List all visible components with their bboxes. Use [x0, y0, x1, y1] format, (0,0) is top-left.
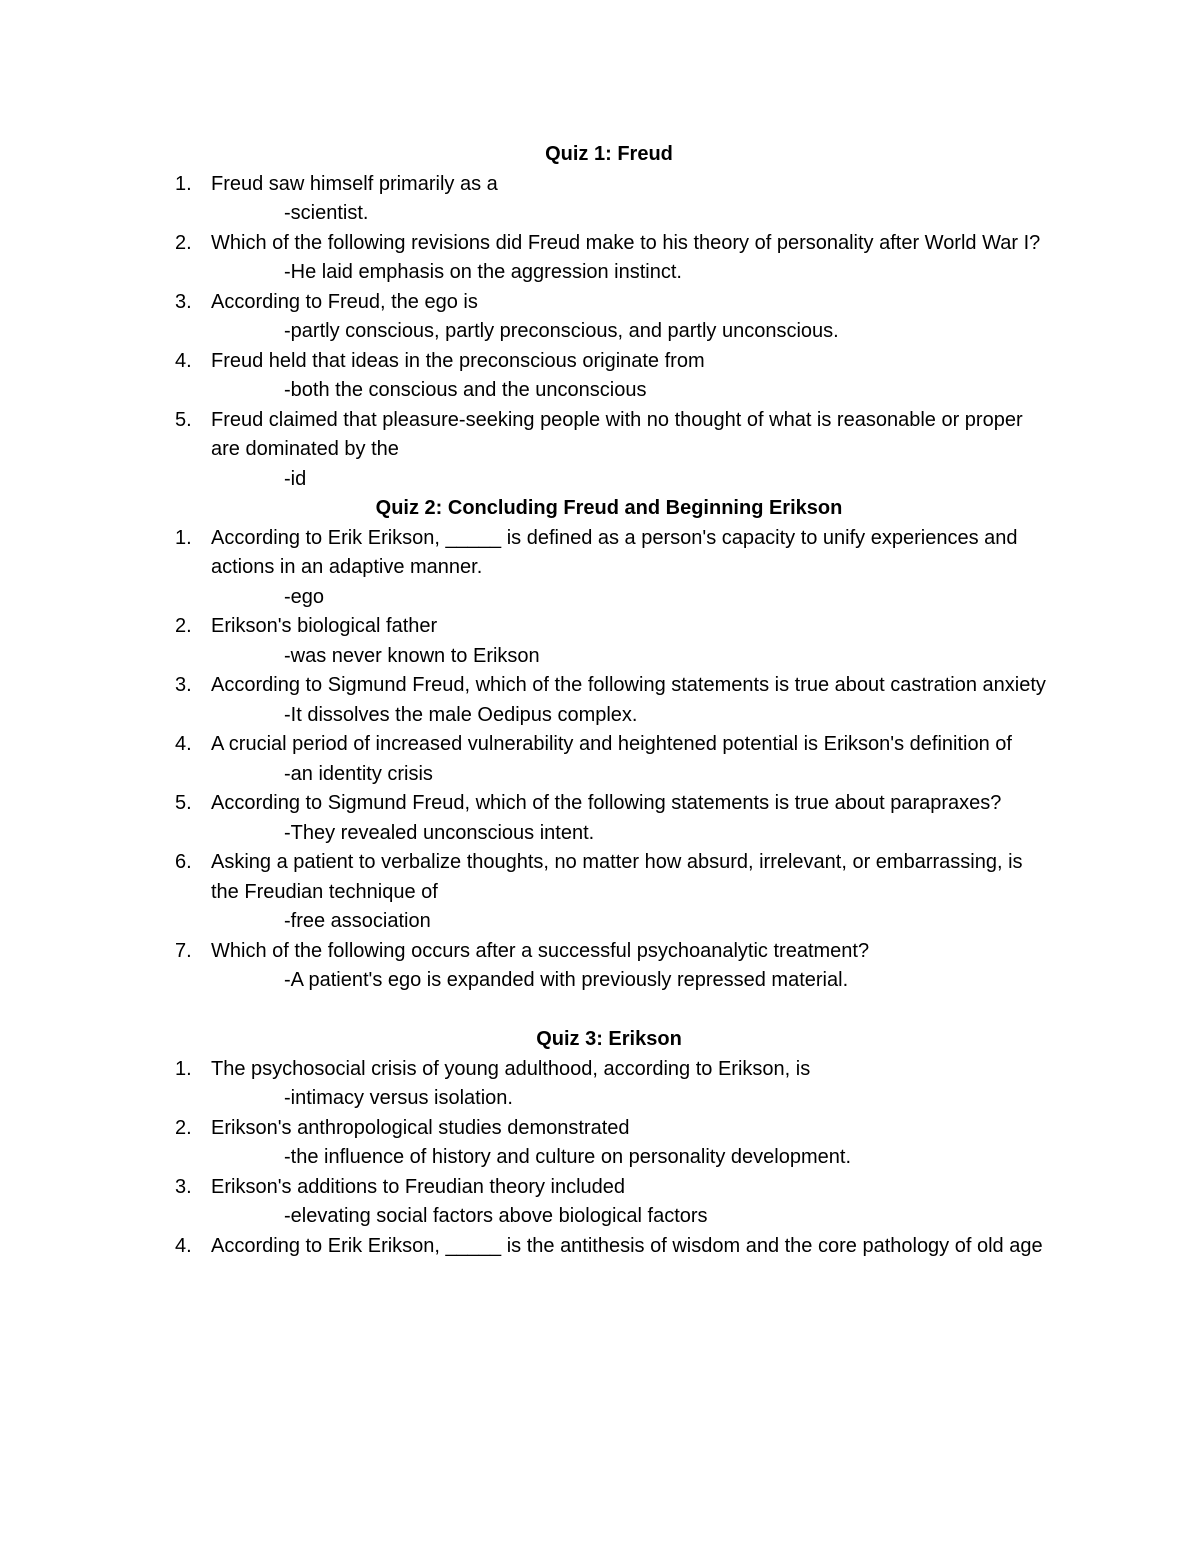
section-spacer [174, 996, 1054, 1026]
question-number: 1. [175, 172, 192, 195]
question-text: Erikson's biological father [211, 615, 438, 637]
question-number: 4. [175, 349, 192, 372]
answer-text: -intimacy versus isolation. [284, 1087, 513, 1109]
question-list [174, 170, 1054, 495]
question-text: According to Freud, the ego is [211, 290, 478, 313]
document-body [174, 140, 1054, 1261]
question-item [174, 1173, 1054, 1232]
answer-text: -A patient's ego is expanded with previously repressed material. [284, 969, 849, 991]
quiz-title: Quiz 3: Erikson [536, 1028, 682, 1050]
quiz-section [174, 1025, 1054, 1261]
answer-text: -He laid emphasis on the aggression instinct. [284, 261, 682, 283]
question-number: 2. [175, 1116, 192, 1139]
question-text: According to Sigmund Freud, which of the following statements is true about castration anxiety [211, 674, 1046, 696]
question-text: Erikson's anthropological studies demonstrated [211, 1116, 630, 1139]
question-item [174, 288, 1054, 347]
quiz-section [174, 140, 1054, 494]
answer-text: -both the conscious and the unconscious [284, 379, 647, 401]
question-number: 4. [175, 733, 192, 755]
question-text: According to Erik Erikson, _____ is the antithesis of wisdom and the core pathology of old age [211, 1234, 1043, 1257]
question-number: 4. [175, 1234, 192, 1257]
question-item [174, 1114, 1054, 1173]
question-number: 6. [175, 851, 192, 873]
answer-text: -They revealed unconscious intent. [284, 821, 595, 844]
question-number: 3. [175, 290, 192, 313]
question-item [174, 170, 1054, 229]
question-item [174, 524, 1054, 613]
answer-text: -It dissolves the male Oedipus complex. [284, 703, 638, 726]
answer-text: -elevating social factors above biological factors [284, 1205, 708, 1227]
question-item [174, 1232, 1054, 1262]
question-item [174, 406, 1054, 495]
quiz-title: Quiz 1: Freud [545, 143, 673, 165]
answer-text: -scientist. [284, 202, 369, 224]
answer-text: -was never known to Erikson [284, 644, 540, 667]
question-item [174, 347, 1054, 406]
question-item [174, 671, 1054, 730]
question-text: According to Sigmund Freud, which of the following statements is true about parapraxes? [211, 792, 1002, 814]
question-number: 1. [175, 526, 192, 549]
question-number: 3. [175, 1175, 192, 1198]
answer-text: -the influence of history and culture on personality development. [284, 1146, 852, 1168]
quiz-section [174, 494, 1054, 996]
question-list [174, 524, 1054, 996]
question-item [174, 848, 1054, 937]
question-number: 5. [175, 408, 192, 431]
question-item [174, 730, 1054, 789]
question-text: Freud claimed that pleasure-seeking people with no thought of what is reasonable or proper are dominated by the [211, 408, 1023, 460]
question-text: Freud held that ideas in the preconscious originate from [211, 349, 705, 372]
question-text: Which of the following revisions did Freud make to his theory of personality after World War I? [211, 231, 1041, 254]
question-item [174, 1055, 1054, 1114]
question-number: 2. [175, 231, 192, 254]
question-list [174, 1055, 1054, 1262]
question-item [174, 612, 1054, 671]
question-text: Asking a patient to verbalize thoughts, no matter how absurd, irrelevant, or embarrassing, is the Freudian technique of [211, 851, 1023, 903]
question-text: A crucial period of increased vulnerability and heightened potential is Erikson's definition of [211, 733, 1012, 755]
answer-text: -id [284, 467, 307, 490]
question-text: According to Erik Erikson, _____ is defined as a person's capacity to unify experiences and actions in an adaptive manner. [211, 526, 1018, 578]
question-number: 7. [175, 939, 192, 962]
question-number: 2. [175, 615, 192, 637]
question-number: 5. [175, 792, 192, 814]
answer-text: -an identity crisis [284, 762, 433, 785]
quiz-title: Quiz 2: Concluding Freud and Beginning Erikson [375, 497, 843, 519]
question-item [174, 789, 1054, 848]
answer-text: -ego [284, 585, 325, 608]
answer-text: -free association [284, 910, 431, 932]
question-text: Freud saw himself primarily as a [211, 172, 498, 195]
answer-text: -partly conscious, partly preconscious, and partly unconscious. [284, 320, 839, 342]
question-text: Erikson's additions to Freudian theory included [211, 1175, 626, 1198]
question-item [174, 937, 1054, 996]
question-text: The psychosocial crisis of young adulthood, according to Erikson, is [211, 1057, 811, 1080]
question-number: 1. [175, 1057, 192, 1080]
question-number: 3. [175, 674, 192, 696]
question-item [174, 229, 1054, 288]
question-text: Which of the following occurs after a successful psychoanalytic treatment? [211, 939, 870, 962]
